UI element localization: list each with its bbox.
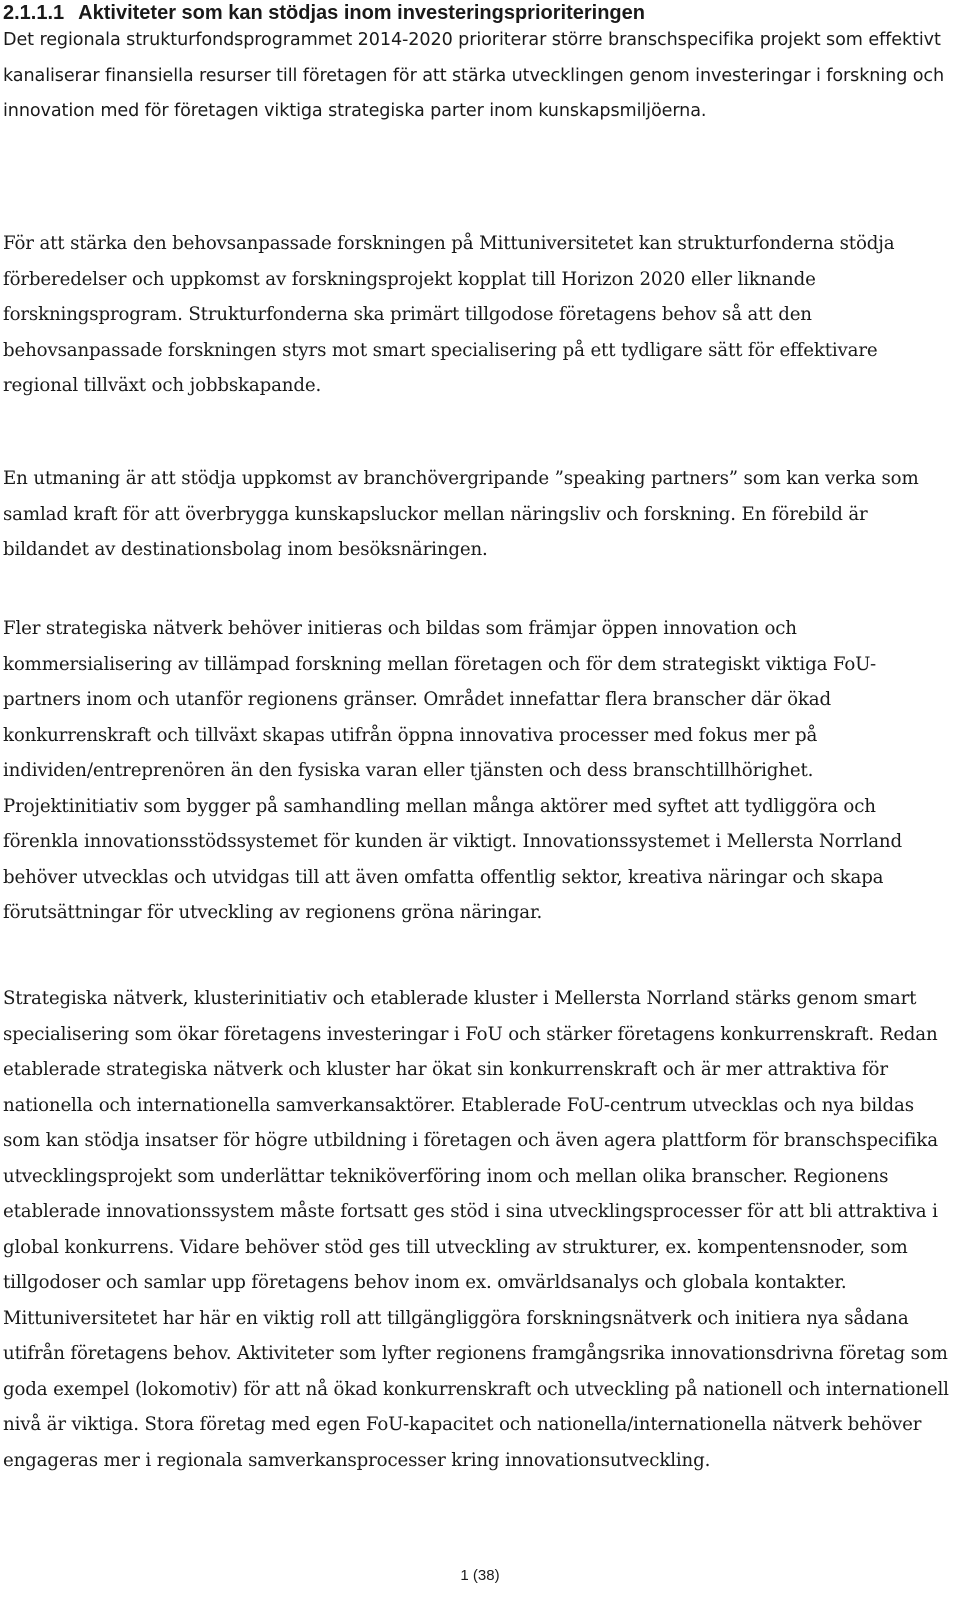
- paragraph-strategic-networks: Fler strategiska nätverk behöver initieras och bildas som främjar öppen innovation och kommersialisering av tillämpad forskning mellan företagen och för dem strategiskt viktiga FoU-partners inom och utanför regionens gränser. Området innefattar flera branscher där ökad konkurrenskraft och tillväxt skapas utifrån öppna innovativa processer med fokus mer på individen/entreprenören än den fysiska varan eller tjänsten och dess branschtillhörighet. Projektinitiativ som bygger på samhandling mellan många aktörer med syftet att tydliggöra och förenkla innovationsstödssystemet för kunden är viktigt. Innovationssystemet i Mellersta Norrland behöver utvecklas och utvidgas till att även omfatta offentlig sektor, kreativa näringar och skapa förutsättningar för utveckling av regionens gröna näringar.: [3, 618, 902, 923]
- paragraph-speaking-partners: En utmaning är att stödja uppkomst av branchövergripande ”speaking partners” som kan verka som samlad kraft för att överbrygga kunskapsluckor mellan näringsliv och forskning. En förebild är bildandet av destinationsbolag inom besöksnäringen.: [3, 468, 919, 560]
- paragraph-clusters: Strategiska nätverk, klusterinitiativ och etablerade kluster i Mellersta Norrland stärks genom smart specialisering som ökar företagens investeringar i FoU och stärker företagens konkurrenskraft. Redan etablerade strategiska nätverk och kluster har ökat sin konkurrenskraft och är mer attraktiva för nationella och internationella samverkansaktörer. Etablerade FoU-centrum utvecklas och nya bildas som kan stödja insatser för högre utbildning i företagen och även agera plattform för branschspecifika utvecklingsprojekt som underlättar tekniköverföring inom och mellan olika branscher. Regionens etablerade innovationssystem måste fortsatt ges stöd i sina utvecklingsprocesser för att bli attraktiva i global konkurrens. Vidare behöver stöd ges till utveckling av strukturer, ex. kompentensnoder, som tillgodoser och samlar upp företagens behov inom ex. omvärldsanalys och globala kontakter. Mittuniversitetet har här en viktig roll att tillgängliggöra forskningsnätverk och initiera nya sådana utifrån företagens behov. Aktiviteter som lyfter regionens framgångsrika innovationsdrivna företag som goda exempel (lokomotiv) för att nå ökad konkurrenskraft och utveckling på nationell och internationell nivå är viktiga. Stora företag med egen FoU-kapacitet och nationella/internationella nätverk behöver engageras mer i regionala samverkansprocesser kring innovationsutveckling.: [3, 988, 949, 1471]
- section-number: 2.1.1.1: [3, 2, 65, 24]
- paragraph-research: För att stärka den behovsanpassade forskningen på Mittuniversitetet kan strukturfonderna stödja förberedelser och uppkomst av forskningsprojekt kopplat till Horizon 2020 eller liknande forskningsprogram. Strukturfonderna ska primärt tillgodose företagens behov så att den behovsanpassade forskningen styrs mot smart specialisering på ett tydligare sätt för effektivare regional tillväxt och jobbskapande.: [3, 233, 895, 396]
- page-number: 1 (38): [460, 1567, 500, 1584]
- section-title: Aktiviteter som kan stödjas inom investeringsprioriteringen: [78, 2, 645, 24]
- paragraph-intro: Det regionala strukturfondsprogrammet 2014-2020 prioriterar större branschspecifika projekt som effektivt kanaliserar finansiella resurser till företagen för att stärka utvecklingen genom investeringar i forskning och innovation med för företagen viktiga strategiska parter inom kunskapsmiljöerna.: [3, 30, 945, 121]
